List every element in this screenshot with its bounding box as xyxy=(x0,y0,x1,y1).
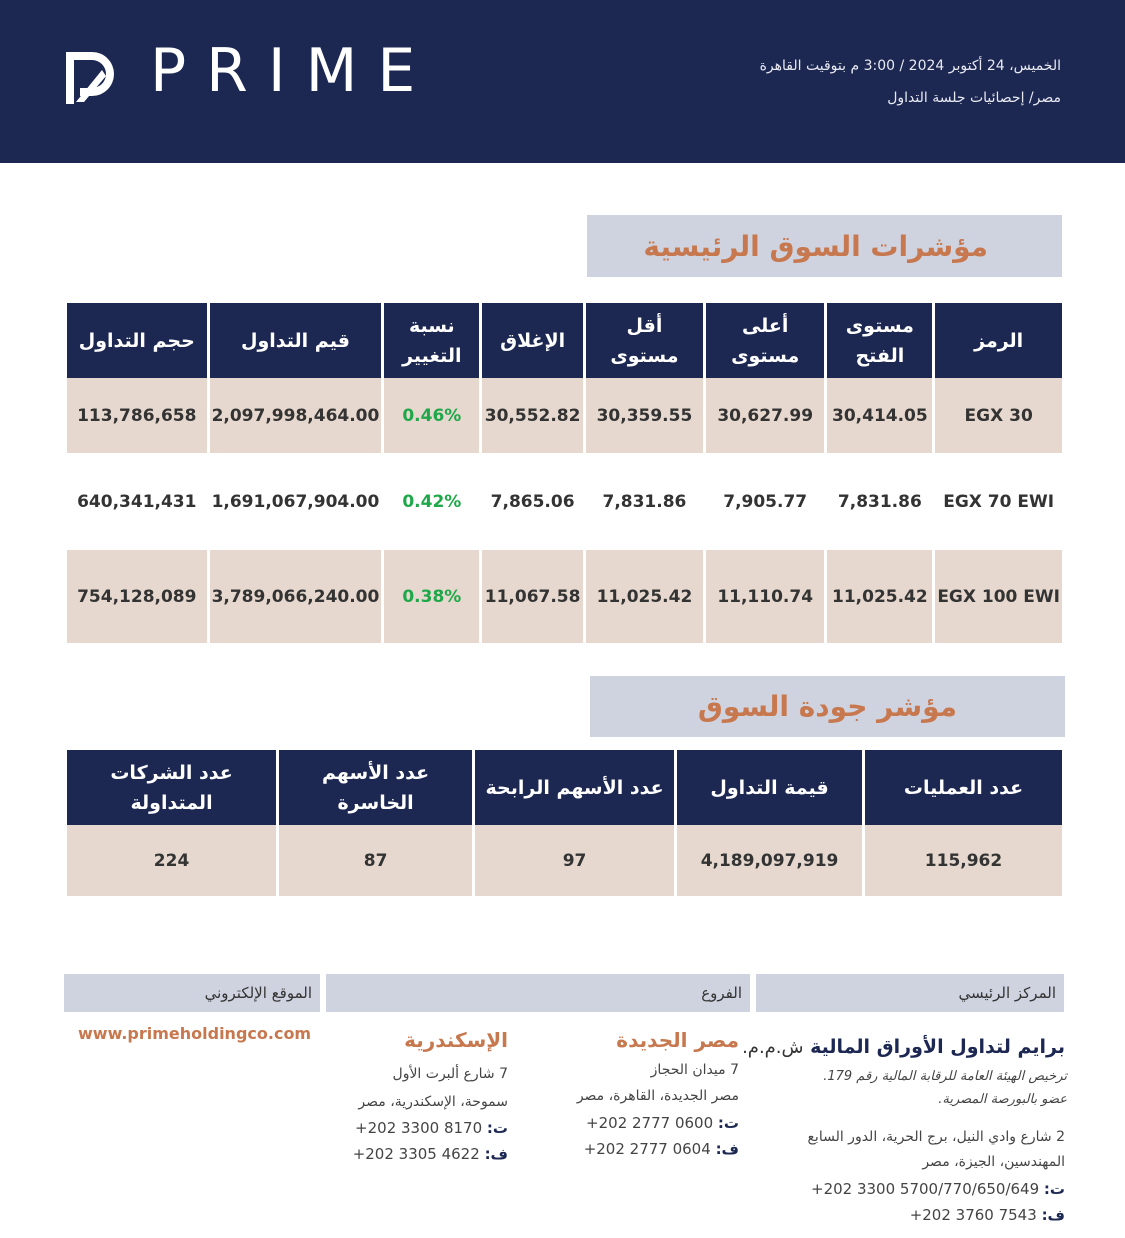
table-row xyxy=(67,825,1062,896)
table-row xyxy=(67,378,1062,453)
cell-volume: 113,786,658 xyxy=(67,378,207,453)
license-text: ترخيص الهيئة العامة للرقابة المالية رقم 179. xyxy=(823,1069,1067,1084)
prime-logo-icon xyxy=(62,44,122,108)
branch-alexandria-phone xyxy=(355,1119,508,1137)
cell-low: 7,831.86 xyxy=(602,491,687,512)
market-quality-title: مؤشر جودة السوق xyxy=(590,676,1065,737)
cell-volume: 640,341,431 xyxy=(77,491,197,512)
branch-heliopolis-phone xyxy=(586,1114,739,1132)
hq-phone-label: ت: xyxy=(1043,1180,1065,1198)
cell-trade-value: 4,189,097,919 xyxy=(677,825,862,896)
hq-phone xyxy=(811,1180,1065,1198)
cell-high: 7,905.77 xyxy=(723,491,808,512)
market-indices-table xyxy=(64,303,1065,643)
branches-label: الفروع xyxy=(326,974,750,1012)
branch-alexandria-address1: 7 شارع ألبرت الأول xyxy=(392,1066,508,1082)
cell-high: 30,627.99 xyxy=(706,378,824,453)
col-losers: عدد الأسهم الخاسرة xyxy=(279,750,472,825)
branch-heliopolis-fax xyxy=(584,1140,739,1158)
brand-name: PRIME xyxy=(150,36,436,106)
cell-transactions: 115,962 xyxy=(865,825,1062,896)
hq-fax-number: +202 3760 7543 xyxy=(909,1206,1037,1224)
cell-close: 7,865.06 xyxy=(490,491,575,512)
cell-close: 11,067.58 xyxy=(482,550,583,643)
branch-heliopolis-address2: مصر الجديدة، القاهرة، مصر xyxy=(576,1088,739,1104)
branch-heliopolis-fax-number: +202 2777 0604 xyxy=(583,1140,711,1158)
branch-heliopolis-phone-number: +202 2777 0600 xyxy=(586,1114,714,1132)
cell-symbol: EGX 30 xyxy=(935,378,1062,453)
branch-heliopolis-address1: 7 ميدان الحجاز xyxy=(650,1062,739,1078)
cell-low: 11,025.42 xyxy=(586,550,703,643)
company-suffix: ش.م.م. xyxy=(742,1037,804,1058)
cell-change: 0.46% xyxy=(384,378,479,453)
cell-high: 11,110.74 xyxy=(706,550,824,643)
cell-low: 30,359.55 xyxy=(586,378,703,453)
hq-label: المركز الرئيسي xyxy=(756,974,1064,1012)
branch-alexandria-fax xyxy=(353,1145,508,1163)
cell-change: 0.42% xyxy=(402,491,462,512)
report-date: الخميس، 24 أكتوبر 2024 / 3:00 م بتوقيت القاهرة xyxy=(759,58,1061,74)
col-volume: حجم التداول xyxy=(67,303,207,378)
cell-value: 1,691,067,904.00 xyxy=(211,491,380,512)
branch-heliopolis-phone-label: ت: xyxy=(717,1114,739,1132)
hq-address-line2: المهندسين، الجيزة، مصر xyxy=(922,1154,1065,1170)
col-symbol: الرمز xyxy=(935,303,1062,378)
col-transactions: عدد العمليات xyxy=(865,750,1062,825)
company-name xyxy=(742,1036,1065,1058)
col-trade-value: قيمة التداول xyxy=(677,750,862,825)
branch-alexandria-name: الإسكندرية xyxy=(404,1028,508,1052)
branch-alexandria-address2: سموحة، الإسكندرية، مصر xyxy=(358,1094,508,1110)
table-row xyxy=(67,453,1062,550)
branch-alexandria-fax-number: +202 3305 4622 xyxy=(352,1145,480,1163)
cell-traded-companies: 224 xyxy=(67,825,276,896)
hq-address-line1: 2 شارع وادي النيل، برج الحرية، الدور السابع xyxy=(807,1129,1065,1145)
col-open: مستوى الفتح xyxy=(827,303,932,378)
hq-fax xyxy=(910,1206,1065,1224)
cell-close: 30,552.82 xyxy=(482,378,583,453)
cell-open: 7,831.86 xyxy=(837,491,922,512)
branch-alexandria-fax-label: ف: xyxy=(484,1145,508,1163)
branch-heliopolis-name: مصر الجديدة xyxy=(616,1028,739,1052)
report-subtitle: مصر/ إحصائيات جلسة التداول xyxy=(887,90,1061,106)
market-indices-title: مؤشرات السوق الرئيسية xyxy=(587,215,1062,277)
cell-value: 2,097,998,464.00 xyxy=(210,378,382,453)
col-close: الإغلاق xyxy=(482,303,583,378)
col-high: أعلى مستوى xyxy=(706,303,824,378)
header-banner xyxy=(0,0,1125,163)
hq-fax-label: ف: xyxy=(1041,1206,1065,1224)
col-low: أقل مستوى xyxy=(586,303,703,378)
cell-losers: 87 xyxy=(279,825,472,896)
website-label: الموقع الإلكتروني xyxy=(64,974,320,1012)
branch-alexandria-phone-number: +202 3300 8170 xyxy=(355,1119,483,1137)
branch-heliopolis-fax-label: ف: xyxy=(715,1140,739,1158)
col-gainers: عدد الأسهم الرابحة xyxy=(475,750,674,825)
branch-alexandria-phone-label: ت: xyxy=(486,1119,508,1137)
hq-phone-number: +202 3300 5700/770/650/649 xyxy=(811,1180,1040,1198)
cell-volume: 754,128,089 xyxy=(67,550,207,643)
cell-change: 0.38% xyxy=(384,550,479,643)
col-value: قيم التداول xyxy=(210,303,382,378)
website-link[interactable]: www.primeholdingco.com xyxy=(78,1024,312,1043)
cell-open: 11,025.42 xyxy=(827,550,932,643)
company-name-text: برايم لتداول الأوراق المالية xyxy=(810,1036,1065,1058)
cell-gainers: 97 xyxy=(475,825,674,896)
table-row xyxy=(67,550,1062,643)
cell-open: 30,414.05 xyxy=(827,378,932,453)
col-traded-companies: عدد الشركات المتداولة xyxy=(67,750,276,825)
cell-symbol: EGX 100 EWI xyxy=(935,550,1062,643)
cell-value: 3,789,066,240.00 xyxy=(210,550,382,643)
member-text: عضو بالبورصة المصرية. xyxy=(938,1092,1067,1107)
cell-symbol: EGX 70 EWI xyxy=(943,491,1055,512)
market-quality-table xyxy=(64,750,1065,896)
col-change: نسبة التغيير xyxy=(384,303,479,378)
